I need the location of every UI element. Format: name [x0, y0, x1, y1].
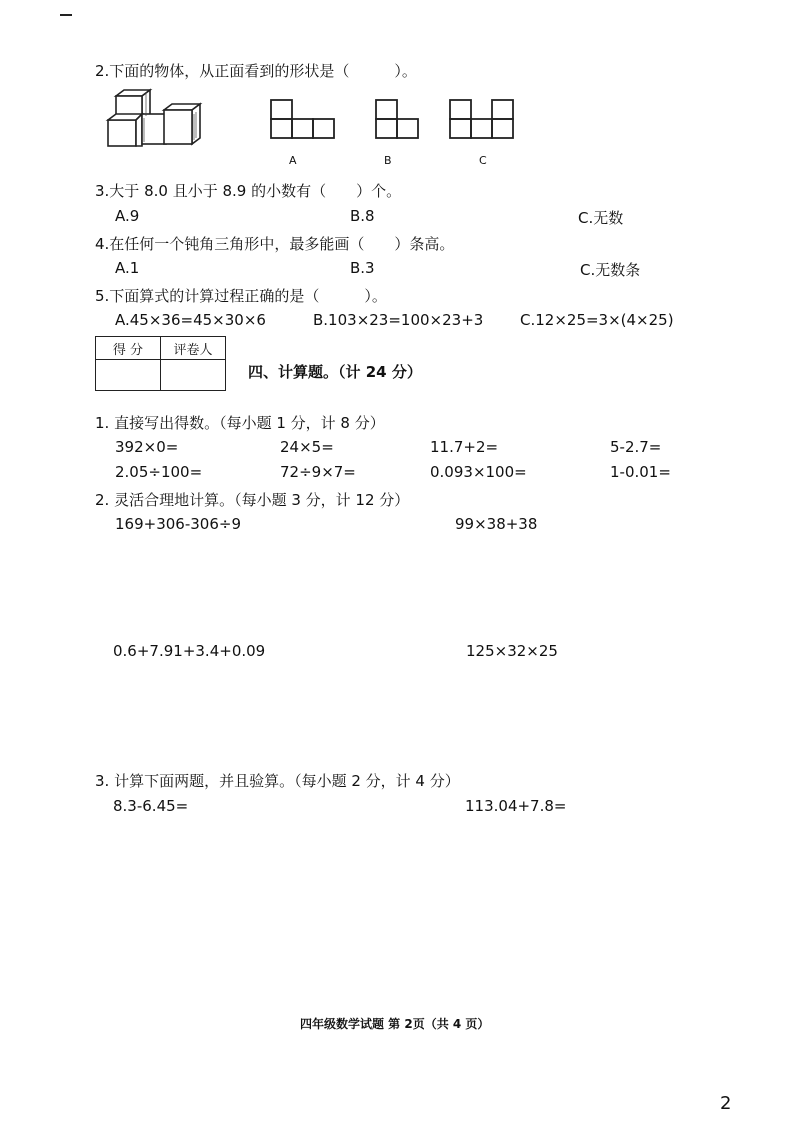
- question-5-option-b: B.103×23=100×23+3: [313, 311, 484, 329]
- part-2-title: 2. 灵活合理地计算。（每小题 3 分，计 12 分）: [95, 491, 410, 509]
- cube-object-figure: [102, 88, 206, 152]
- score-cell[interactable]: [96, 360, 161, 391]
- part-2-item-2: 99×38+38: [455, 515, 538, 533]
- part-3-title: 3. 计算下面两题，并且验算。（每小题 2 分，计 4 分）: [95, 772, 460, 790]
- part-1-item-3: 11.7+2=: [430, 438, 499, 456]
- part-1-item-4: 5-2.7=: [610, 438, 662, 456]
- option-c-label: C: [479, 154, 487, 167]
- section-4-title: 四、计算题。（计 24 分）: [248, 363, 422, 381]
- question-5-option-c: C.12×25=3×(4×25): [520, 311, 674, 329]
- part-1-item-6: 72÷9×7=: [280, 463, 356, 481]
- question-3-option-a: A.9: [115, 207, 140, 225]
- option-a-label: A: [289, 154, 297, 167]
- score-header: 得 分: [96, 337, 161, 360]
- question-4-text: 4.在任何一个钝角三角形中，最多能画（ ）条高。: [95, 235, 455, 253]
- score-table: [95, 336, 226, 391]
- corner-mark: [60, 14, 72, 16]
- part-1-item-5: 2.05÷100=: [115, 463, 203, 481]
- question-5-text: 5.下面算式的计算过程正确的是（ ）。: [95, 287, 387, 305]
- part-1-title: 1. 直接写出得数。（每小题 1 分，计 8 分）: [95, 414, 385, 432]
- option-b-label: B: [384, 154, 392, 167]
- option-a-view-figure: [269, 98, 337, 140]
- part-3-item-2: 113.04+7.8=: [465, 797, 567, 815]
- part-1-item-1: 392×0=: [115, 438, 179, 456]
- part-2-item-4: 125×32×25: [466, 642, 558, 660]
- option-c-view-figure: [448, 98, 518, 140]
- question-4-option-c: C.无数条: [580, 261, 641, 279]
- part-1-item-2: 24×5=: [280, 438, 334, 456]
- question-5-option-a: A.45×36=45×30×6: [115, 311, 266, 329]
- part-1-item-7: 0.093×100=: [430, 463, 527, 481]
- part-2-item-3: 0.6+7.91+3.4+0.09: [113, 642, 266, 660]
- page-footer: 四年级数学试题 第 2页（共 4 页）: [300, 1017, 490, 1031]
- grader-cell[interactable]: [161, 360, 226, 391]
- question-3-text: 3.大于 8.0 且小于 8.9 的小数有（ ）个。: [95, 182, 402, 200]
- option-b-view-figure: [374, 98, 422, 140]
- part-1-item-8: 1-0.01=: [610, 463, 671, 481]
- question-3-option-b: B.8: [350, 207, 375, 225]
- page-number: 2: [720, 1093, 732, 1114]
- question-4-option-a: A.1: [115, 259, 140, 277]
- part-3-item-1: 8.3-6.45=: [113, 797, 189, 815]
- part-2-item-1: 169+306-306÷9: [115, 515, 241, 533]
- question-4-option-b: B.3: [350, 259, 375, 277]
- question-2-text: 2.下面的物体，从正面看到的形状是（ ）。: [95, 62, 417, 80]
- question-3-option-c: C.无数: [578, 209, 624, 227]
- grader-header: 评卷人: [161, 337, 226, 360]
